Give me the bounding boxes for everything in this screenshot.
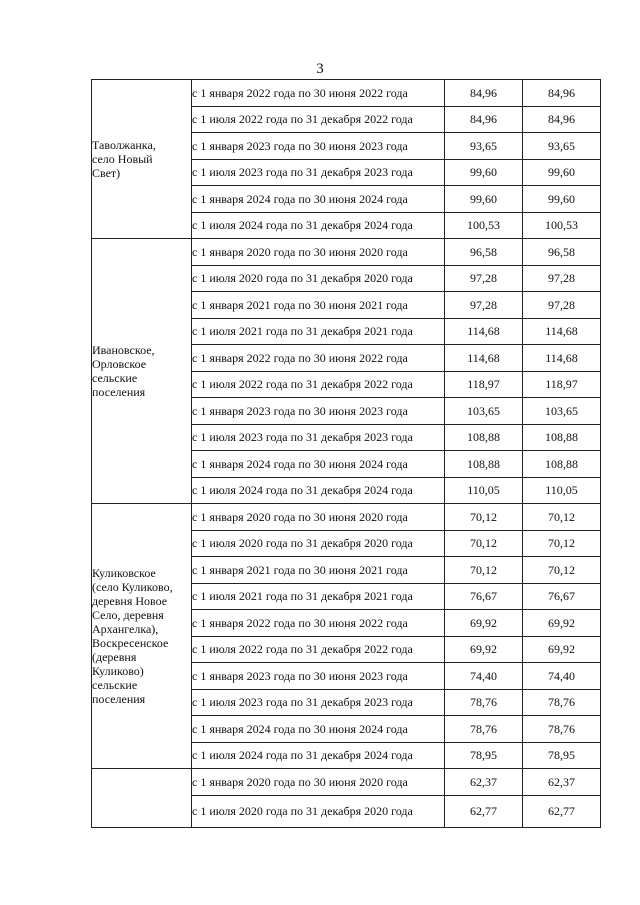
period-cell: с 1 января 2020 года по 30 июня 2020 года [192,239,445,266]
period-cell: с 1 июля 2021 года по 31 декабря 2021 года [192,318,445,345]
tariff-value-cell: 70,12 [445,504,523,531]
tariff-value-cell: 114,68 [445,345,523,372]
tariff-value-vat-cell: 99,60 [523,159,601,186]
tariff-table [91,79,601,828]
tariff-value-cell: 110,05 [445,477,523,504]
period-cell: с 1 июля 2023 года по 31 декабря 2023 года [192,689,445,716]
tariff-value-cell: 93,65 [445,133,523,160]
tariff-value-vat-cell: 62,77 [523,795,601,828]
settlement-name-cell [92,80,192,239]
settlement-name-cell [92,239,192,504]
period-cell: с 1 января 2022 года по 30 июня 2022 года [192,345,445,372]
tariff-value-cell: 108,88 [445,424,523,451]
period-cell: с 1 июля 2020 года по 31 декабря 2020 года [192,265,445,292]
tariff-value-vat-cell: 96,58 [523,239,601,266]
period-cell: с 1 июля 2020 года по 31 декабря 2020 года [192,795,445,828]
period-cell: с 1 января 2024 года по 30 июня 2024 года [192,716,445,743]
table-row [92,80,601,107]
settlement-name: Ивановское, Орловское сельские поселения [92,343,155,399]
period-cell: с 1 января 2020 года по 30 июня 2020 года [192,769,445,796]
tariff-value-cell: 96,58 [445,239,523,266]
tariff-value-vat-cell: 70,12 [523,530,601,557]
period-cell: с 1 января 2024 года по 30 июня 2024 года [192,451,445,478]
tariff-value-cell: 69,92 [445,636,523,663]
tariff-value-cell: 78,76 [445,716,523,743]
tariff-value-vat-cell: 84,96 [523,80,601,107]
tariff-value-vat-cell: 114,68 [523,318,601,345]
period-cell: с 1 июля 2024 года по 31 декабря 2024 года [192,212,445,239]
tariff-value-vat-cell: 74,40 [523,663,601,690]
period-cell: с 1 июля 2024 года по 31 декабря 2024 года [192,742,445,769]
period-cell: с 1 июля 2022 года по 31 декабря 2022 года [192,106,445,133]
tariff-value-vat-cell: 69,92 [523,610,601,637]
tariff-value-vat-cell: 97,28 [523,292,601,319]
tariff-value-vat-cell: 69,92 [523,636,601,663]
settlement-name: Таволжанка, село Новый Свет) [92,138,156,180]
tariff-value-cell: 78,95 [445,742,523,769]
table-row [92,239,601,266]
table-row [92,504,601,531]
tariff-value-cell: 114,68 [445,318,523,345]
tariff-value-cell: 84,96 [445,106,523,133]
tariff-value-cell: 108,88 [445,451,523,478]
tariff-value-cell: 84,96 [445,80,523,107]
tariff-value-vat-cell: 76,67 [523,583,601,610]
period-cell: с 1 января 2022 года по 30 июня 2022 года [192,610,445,637]
settlement-name-cell [92,504,192,769]
period-cell: с 1 января 2023 года по 30 июня 2023 года [192,398,445,425]
period-cell: с 1 июля 2023 года по 31 декабря 2023 года [192,424,445,451]
tariff-value-cell: 62,77 [445,795,523,828]
tariff-value-vat-cell: 78,76 [523,716,601,743]
tariff-value-vat-cell: 118,97 [523,371,601,398]
tariff-value-vat-cell: 114,68 [523,345,601,372]
tariff-value-cell: 118,97 [445,371,523,398]
tariff-value-vat-cell: 78,95 [523,742,601,769]
tariff-value-vat-cell: 62,37 [523,769,601,796]
period-cell: с 1 января 2023 года по 30 июня 2023 года [192,133,445,160]
tariff-value-vat-cell: 108,88 [523,451,601,478]
tariff-value-cell: 76,67 [445,583,523,610]
period-cell: с 1 января 2021 года по 30 июня 2021 года [192,557,445,584]
tariff-value-vat-cell: 84,96 [523,106,601,133]
tariff-value-cell: 100,53 [445,212,523,239]
tariff-value-cell: 103,65 [445,398,523,425]
tariff-value-cell: 69,92 [445,610,523,637]
tariff-value-vat-cell: 103,65 [523,398,601,425]
tariff-value-cell: 70,12 [445,530,523,557]
tariff-value-vat-cell: 70,12 [523,557,601,584]
tariff-value-cell: 97,28 [445,292,523,319]
tariff-value-cell: 62,37 [445,769,523,796]
period-cell: с 1 июля 2022 года по 31 декабря 2022 года [192,371,445,398]
period-cell: с 1 января 2022 года по 30 июня 2022 года [192,80,445,107]
tariff-value-vat-cell: 93,65 [523,133,601,160]
period-cell: с 1 июля 2022 года по 31 декабря 2022 года [192,636,445,663]
period-cell: с 1 января 2024 года по 30 июня 2024 года [192,186,445,213]
tariff-value-vat-cell: 78,76 [523,689,601,716]
tariff-value-cell: 70,12 [445,557,523,584]
tariff-value-cell: 97,28 [445,265,523,292]
period-cell: с 1 июля 2023 года по 31 декабря 2023 года [192,159,445,186]
tariff-value-vat-cell: 110,05 [523,477,601,504]
period-cell: с 1 июля 2021 года по 31 декабря 2021 года [192,583,445,610]
period-cell: с 1 января 2021 года по 30 июня 2021 года [192,292,445,319]
table-row [92,769,601,796]
tariff-value-vat-cell: 99,60 [523,186,601,213]
period-cell: с 1 июля 2020 года по 31 декабря 2020 года [192,530,445,557]
period-cell: с 1 января 2023 года по 30 июня 2023 года [192,663,445,690]
tariff-value-cell: 78,76 [445,689,523,716]
tariff-value-vat-cell: 70,12 [523,504,601,531]
tariff-value-cell: 99,60 [445,159,523,186]
tariff-value-vat-cell: 97,28 [523,265,601,292]
tariff-value-vat-cell: 108,88 [523,424,601,451]
period-cell: с 1 июля 2024 года по 31 декабря 2024 года [192,477,445,504]
tariff-value-cell: 99,60 [445,186,523,213]
settlement-name: Куликовское (село Куликово, деревня Новое Село, деревня Архангелка), Воскресенское (деревня Куликово) сельские поселения [92,566,173,706]
tariff-value-cell: 74,40 [445,663,523,690]
settlement-name-cell [92,769,192,828]
tariff-table-body [92,80,601,828]
tariff-value-vat-cell: 100,53 [523,212,601,239]
period-cell: с 1 января 2020 года по 30 июня 2020 года [192,504,445,531]
page-number: 3 [316,61,324,77]
